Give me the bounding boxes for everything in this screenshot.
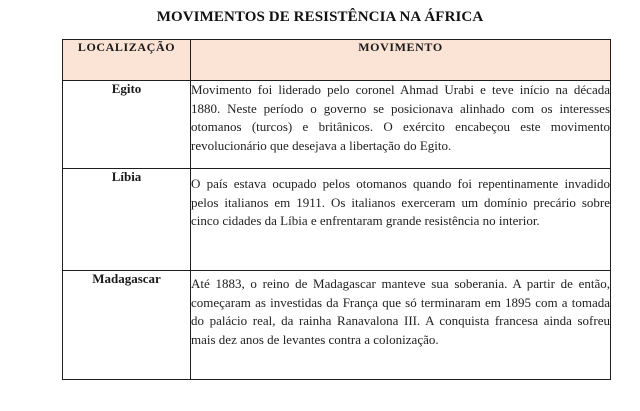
- resistance-movements-table: [62, 39, 611, 380]
- table-row-egito: [63, 81, 611, 169]
- header-movement: MOVIMENTO: [191, 40, 611, 81]
- location-cell: Madagascar: [63, 271, 191, 380]
- table-row-madagascar: [63, 271, 611, 380]
- movement-cell: Movimento foi liderado pelo coronel Ahmad Urabi e teve início na década 1880. Neste período o governo se posicionava alinhado com os interesses otomanos (turcos) e britânicos. O exército encabeçou este movimento revolucionário que desejava a libertação do Egito.: [191, 81, 611, 169]
- location-cell: Líbia: [63, 169, 191, 271]
- document-title: MOVIMENTOS DE RESISTÊNCIA NA ÁFRICA: [156, 9, 484, 25]
- location-cell: Egito: [63, 81, 191, 169]
- header-location: LOCALIZAÇÃO: [63, 40, 191, 81]
- movement-cell: O país estava ocupado pelos otomanos quando foi repentinamente invadido pelos italianos em 1911. Os italianos exerceram um domínio precário sobre cinco cidades da Líbia e enfrentaram grande resistência no interior.: [191, 169, 611, 271]
- movement-cell: Até 1883, o reino de Madagascar manteve sua soberania. A partir de então, começaram as investidas da França que só terminaram em 1895 com a tomada do palácio real, da rainha Ranavalona III. A conquista francesa ainda sofreu mais dez anos de levantes contra a colonização.: [191, 271, 611, 380]
- table-header-row: [63, 40, 611, 81]
- table-row-libia: [63, 169, 611, 271]
